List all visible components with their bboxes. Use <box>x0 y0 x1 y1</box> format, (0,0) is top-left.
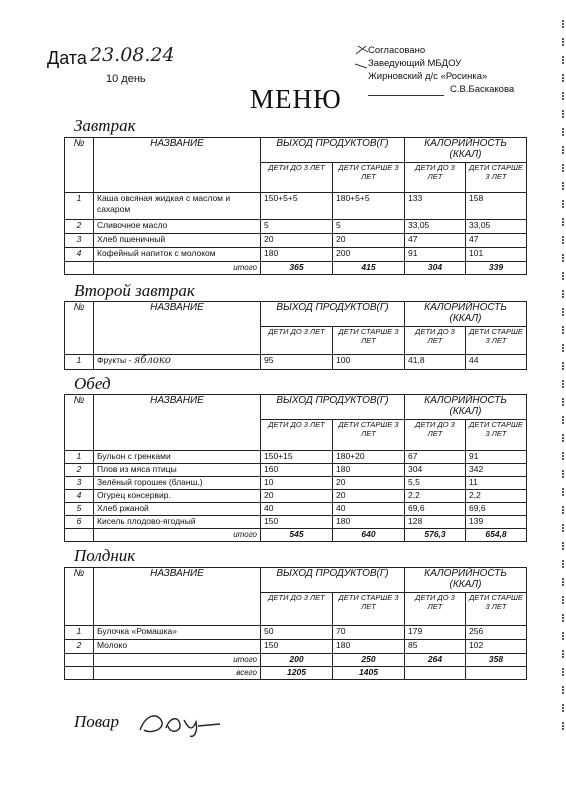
row-cal-young: 5,5 <box>405 477 466 490</box>
row-yield-old: 5 <box>333 220 405 234</box>
col-yield-old: ДЕТИ СТАРШЕ 3 ЛЕТ <box>333 327 405 355</box>
row-num: 6 <box>65 516 94 529</box>
col-cal-old: ДЕТИ СТАРШЕ 3 ЛЕТ <box>466 163 527 193</box>
col-cal: КАЛОРИЙНОСТЬ (ККАЛ) <box>405 302 527 327</box>
table-row <box>65 477 527 490</box>
table-lunch <box>64 394 527 542</box>
grand-total-yield-old: 1405 <box>333 667 405 680</box>
row-name: Бульон с гренками <box>94 451 261 464</box>
row-yield-old: 180+20 <box>333 451 405 464</box>
total-cal-young: 576,3 <box>405 529 466 542</box>
grand-total-row <box>65 667 527 680</box>
row-num: 4 <box>65 490 94 503</box>
row-num: 4 <box>65 248 94 262</box>
col-cal-young: ДЕТИ ДО 3 ЛЕТ <box>405 327 466 355</box>
row-cal-young: 47 <box>405 234 466 248</box>
row-yield-young: 40 <box>261 503 333 516</box>
row-num: 3 <box>65 234 94 248</box>
table-row <box>65 516 527 529</box>
table-row <box>65 503 527 516</box>
row-yield-young: 5 <box>261 220 333 234</box>
row-cal-old: 158 <box>466 193 527 220</box>
table-row <box>65 451 527 464</box>
row-yield-old: 180+5+5 <box>333 193 405 220</box>
row-cal-old: 256 <box>466 626 527 640</box>
row-num: 2 <box>65 220 94 234</box>
row-cal-young: 304 <box>405 464 466 477</box>
col-yield: ВЫХОД ПРОДУКТОВ(Г) <box>261 138 405 163</box>
total-cal-old: 654,8 <box>466 529 527 542</box>
row-cal-young: 67 <box>405 451 466 464</box>
col-yield-old: ДЕТИ СТАРШЕ 3 ЛЕТ <box>333 420 405 451</box>
cook-signature <box>136 708 226 738</box>
page-title: МЕНЮ <box>250 84 342 114</box>
section-title-lunch: Обед <box>74 374 111 393</box>
row-cal-young: 133 <box>405 193 466 220</box>
row-cal-young: 2,2 <box>405 490 466 503</box>
col-yield: ВЫХОД ПРОДУКТОВ(Г) <box>261 302 405 327</box>
row-num: 1 <box>65 355 94 370</box>
row-yield-old: 20 <box>333 490 405 503</box>
row-name: Сливочное масло <box>94 220 261 234</box>
date-label: Дата <box>47 48 87 68</box>
table-row <box>65 193 527 220</box>
total-yield-old: 250 <box>333 654 405 667</box>
total-label: итого <box>94 262 261 275</box>
row-yield-old: 180 <box>333 640 405 654</box>
approval-line-1: Согласовано <box>368 45 426 56</box>
total-cal-young: 304 <box>405 262 466 275</box>
col-name: НАЗВАНИЕ <box>94 138 261 193</box>
col-cal-young: ДЕТИ ДО 3 ЛЕТ <box>405 420 466 451</box>
row-cal-old: 2,2 <box>466 490 527 503</box>
row-cal-old: 139 <box>466 516 527 529</box>
col-yield: ВЫХОД ПРОДУКТОВ(Г) <box>261 568 405 593</box>
row-cal-young: 33,05 <box>405 220 466 234</box>
row-yield-young: 150 <box>261 640 333 654</box>
total-row <box>65 654 527 667</box>
row-cal-young: 179 <box>405 626 466 640</box>
row-yield-old: 20 <box>333 234 405 248</box>
row-yield-old: 70 <box>333 626 405 640</box>
table-row <box>65 355 527 370</box>
row-name: Булочка «Ромашка» <box>94 626 261 640</box>
row-yield-young: 160 <box>261 464 333 477</box>
row-name <box>94 355 261 370</box>
day-label: 10 день <box>106 73 146 85</box>
col-name: НАЗВАНИЕ <box>94 568 261 626</box>
date-value: 23.08.24 <box>90 44 175 66</box>
col-cal: КАЛОРИЙНОСТЬ (ККАЛ) <box>405 138 527 163</box>
total-cal-young: 264 <box>405 654 466 667</box>
row-name: Зелёный горошек (бланш.) <box>94 477 261 490</box>
col-num: № <box>65 568 94 626</box>
table-afternoon-snack <box>64 567 527 680</box>
total-row <box>65 529 527 542</box>
row-yield-young: 150 <box>261 516 333 529</box>
col-num: № <box>65 302 94 355</box>
table-row <box>65 626 527 640</box>
cook-label: Повар <box>74 712 120 731</box>
approval-line-4: С.В.Баскакова <box>450 84 515 95</box>
row-cal-young: 69,6 <box>405 503 466 516</box>
row-name-handwritten: яблоко <box>133 355 171 366</box>
row-cal-old: 342 <box>466 464 527 477</box>
col-yield: ВЫХОД ПРОДУКТОВ(Г) <box>261 395 405 420</box>
total-label: итого <box>94 654 261 667</box>
col-num: № <box>65 395 94 451</box>
row-num: 1 <box>65 193 94 220</box>
col-cal-old: ДЕТИ СТАРШЕ 3 ЛЕТ <box>466 327 527 355</box>
row-cal-young: 41,8 <box>405 355 466 370</box>
row-name-text: Фрукты - <box>97 355 132 365</box>
total-yield-young: 545 <box>261 529 333 542</box>
total-cal-old: 339 <box>466 262 527 275</box>
row-name: Молоко <box>94 640 261 654</box>
col-num: № <box>65 138 94 193</box>
approval-line-3: Жирновский д/с «Росинка» <box>368 71 488 82</box>
row-yield-old: 180 <box>333 516 405 529</box>
row-num: 3 <box>65 477 94 490</box>
col-name: НАЗВАНИЕ <box>94 302 261 355</box>
row-yield-young: 180 <box>261 248 333 262</box>
col-cal-young: ДЕТИ ДО 3 ЛЕТ <box>405 163 466 193</box>
row-name: Огурец консервир. <box>94 490 261 503</box>
table-row <box>65 248 527 262</box>
row-cal-young: 85 <box>405 640 466 654</box>
table-row <box>65 234 527 248</box>
grand-total-yield-young: 1205 <box>261 667 333 680</box>
table-row <box>65 464 527 477</box>
row-yield-young: 20 <box>261 234 333 248</box>
total-yield-old: 415 <box>333 262 405 275</box>
table-breakfast <box>64 137 527 275</box>
grand-total-label: всего <box>94 667 261 680</box>
approval-line-2: Заведующий МБДОУ <box>368 58 462 69</box>
table-row <box>65 490 527 503</box>
table-second-breakfast <box>64 301 527 370</box>
row-cal-old: 11 <box>466 477 527 490</box>
row-yield-young: 150+5+5 <box>261 193 333 220</box>
row-cal-young: 91 <box>405 248 466 262</box>
section-title-second-breakfast: Второй завтрак <box>74 281 195 300</box>
row-cal-young: 128 <box>405 516 466 529</box>
col-cal-old: ДЕТИ СТАРШЕ 3 ЛЕТ <box>466 420 527 451</box>
section-title-breakfast: Завтрак <box>74 116 136 135</box>
total-yield-old: 640 <box>333 529 405 542</box>
col-cal-old: ДЕТИ СТАРШЕ 3 ЛЕТ <box>466 593 527 626</box>
col-yield-young: ДЕТИ ДО 3 ЛЕТ <box>261 593 333 626</box>
col-yield-old: ДЕТИ СТАРШЕ 3 ЛЕТ <box>333 593 405 626</box>
row-cal-old: 47 <box>466 234 527 248</box>
row-name: Хлеб пшеничный <box>94 234 261 248</box>
col-yield-old: ДЕТИ СТАРШЕ 3 ЛЕТ <box>333 163 405 193</box>
row-num: 2 <box>65 464 94 477</box>
total-row <box>65 262 527 275</box>
col-yield-young: ДЕТИ ДО 3 ЛЕТ <box>261 163 333 193</box>
total-yield-young: 365 <box>261 262 333 275</box>
row-name: Каша овсяная жидкая с маслом и сахаром <box>94 193 261 220</box>
col-yield-young: ДЕТИ ДО 3 ЛЕТ <box>261 420 333 451</box>
col-yield-young: ДЕТИ ДО 3 ЛЕТ <box>261 327 333 355</box>
row-num: 2 <box>65 640 94 654</box>
section-title-afternoon-snack: Полдник <box>74 546 136 565</box>
row-cal-old: 101 <box>466 248 527 262</box>
total-yield-young: 200 <box>261 654 333 667</box>
row-num: 1 <box>65 626 94 640</box>
row-yield-old: 40 <box>333 503 405 516</box>
row-name: Кисель плодово-ягодный <box>94 516 261 529</box>
row-name: Хлеб ржаной <box>94 503 261 516</box>
row-yield-young: 20 <box>261 490 333 503</box>
total-label: итого <box>94 529 261 542</box>
row-yield-young: 10 <box>261 477 333 490</box>
total-cal-old: 358 <box>466 654 527 667</box>
row-num: 1 <box>65 451 94 464</box>
table-row <box>65 640 527 654</box>
row-yield-young: 150+15 <box>261 451 333 464</box>
row-yield-young: 95 <box>261 355 333 370</box>
row-cal-old: 33,05 <box>466 220 527 234</box>
row-cal-old: 44 <box>466 355 527 370</box>
col-cal: КАЛОРИЙНОСТЬ (ККАЛ) <box>405 395 527 420</box>
row-yield-young: 50 <box>261 626 333 640</box>
row-yield-old: 20 <box>333 477 405 490</box>
row-name: Плов из мяса птицы <box>94 464 261 477</box>
row-name: Кофейный напиток с молоком <box>94 248 261 262</box>
row-cal-old: 91 <box>466 451 527 464</box>
row-num: 5 <box>65 503 94 516</box>
row-yield-old: 100 <box>333 355 405 370</box>
row-cal-old: 69,6 <box>466 503 527 516</box>
row-cal-old: 102 <box>466 640 527 654</box>
table-row <box>65 220 527 234</box>
col-cal-young: ДЕТИ ДО 3 ЛЕТ <box>405 593 466 626</box>
row-yield-old: 200 <box>333 248 405 262</box>
row-yield-old: 180 <box>333 464 405 477</box>
approval-signature-line <box>368 95 444 96</box>
col-name: НАЗВАНИЕ <box>94 395 261 451</box>
punch-holes <box>550 20 564 740</box>
approval-block <box>368 44 514 96</box>
col-cal: КАЛОРИЙНОСТЬ (ККАЛ) <box>405 568 527 593</box>
